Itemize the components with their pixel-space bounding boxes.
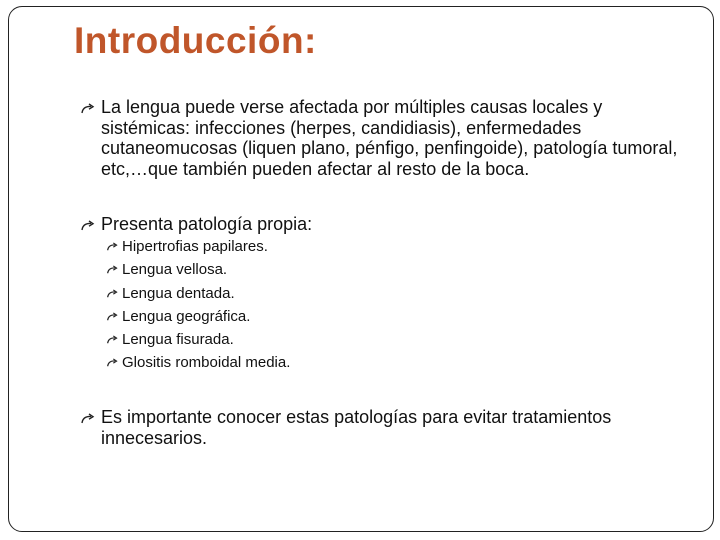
curved-arrow-icon	[106, 289, 119, 299]
sub-bullet-3	[106, 286, 235, 302]
sub-bullet-2-text: Lengua vellosa.	[122, 261, 228, 278]
curved-arrow-icon	[80, 103, 96, 115]
sub-bullet-6	[106, 355, 290, 371]
sub-bullet-5-text: Lengua fisurada.	[122, 331, 234, 348]
sub-bullet-6-text: Glositis romboidal media.	[122, 354, 291, 371]
curved-arrow-icon	[80, 413, 96, 425]
bullet-3-text: Es importante conocer estas patologías para evitar tratamientos innecesarios.	[101, 407, 612, 448]
sub-bullet-3-text: Lengua dentada.	[122, 285, 235, 302]
bullet-2	[80, 214, 680, 235]
sub-bullet-5	[106, 332, 234, 348]
curved-arrow-icon	[106, 335, 119, 345]
bullet-3	[80, 407, 680, 448]
bullet-2-text: Presenta patología propia:	[101, 214, 313, 234]
bullet-1-text: La lengua puede verse afectada por múltiples causas locales y sistémicas: infecciones (herpes, candidiasis), enfermedades cutaneomucosas (liquen plano, pénfigo, penfingoide), patología tumoral, etc,…que también pueden afectar al resto de la boca.	[101, 97, 678, 179]
sub-bullet-1-text: Hipertrofias papilares.	[122, 238, 268, 255]
curved-arrow-icon	[106, 358, 119, 368]
bullet-1	[80, 97, 680, 179]
curved-arrow-icon	[80, 220, 96, 232]
curved-arrow-icon	[106, 242, 119, 252]
sub-bullet-4	[106, 309, 250, 325]
curved-arrow-icon	[106, 312, 119, 322]
sub-bullet-2	[106, 262, 227, 278]
sub-bullet-4-text: Lengua geográfica.	[122, 308, 251, 325]
sub-bullet-1	[106, 239, 268, 255]
curved-arrow-icon	[106, 265, 119, 275]
slide-title: Introducción:	[74, 20, 317, 61]
